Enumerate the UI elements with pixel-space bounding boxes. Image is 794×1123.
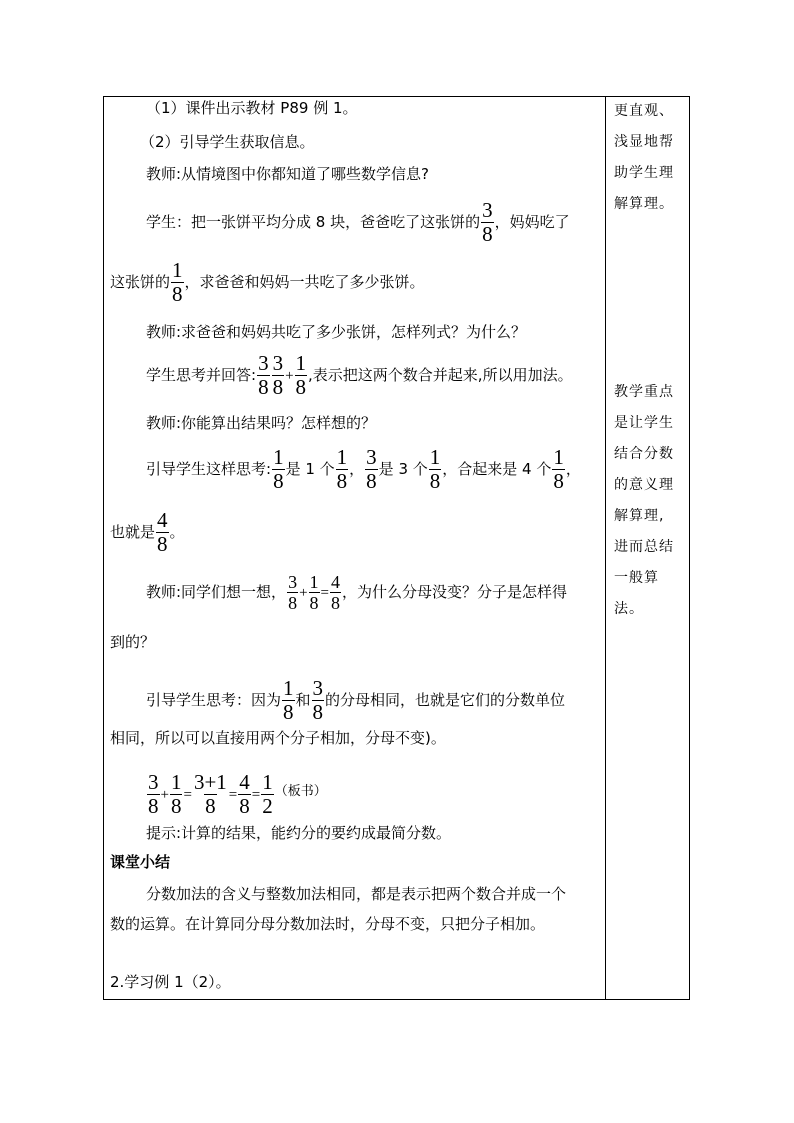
note-line: 更直观、 [614, 103, 674, 119]
numerator: 1 [309, 572, 319, 592]
denominator: 8 [205, 794, 216, 818]
denominator: 8 [288, 593, 298, 613]
text: 和 [295, 691, 311, 709]
text-line: 教师:从情境图中你都知道了哪些数学信息? [146, 165, 430, 183]
denominator: 8 [336, 469, 348, 493]
fraction [552, 447, 565, 492]
text-line: 到的？ [110, 633, 156, 651]
numerator: 1 [262, 770, 273, 794]
fraction [330, 573, 341, 612]
denominator: 8 [258, 375, 269, 399]
fraction [429, 447, 442, 492]
denominator: 8 [312, 700, 324, 724]
text: ，妈妈吃了 [494, 213, 570, 231]
text-line [110, 260, 425, 305]
note-line: 结合分数 [614, 446, 674, 462]
fraction [282, 678, 295, 723]
fraction [261, 772, 274, 817]
note-line: 是让学生 [614, 415, 674, 431]
text: 也就是 [110, 523, 156, 541]
numerator: 4 [239, 770, 250, 794]
text: 引导学生思考：因为 [146, 691, 282, 709]
plus-sign: + [285, 368, 294, 384]
text-line [146, 447, 581, 492]
fraction [287, 573, 298, 612]
text: 教师:同学们想一想， [146, 583, 287, 601]
plus-sign: + [160, 787, 169, 803]
denominator: 8 [482, 222, 493, 246]
fraction [238, 772, 251, 817]
side-note [614, 377, 684, 625]
numerator: 3+1 [193, 770, 227, 794]
note-line: 解算理, [614, 508, 665, 524]
text-line [146, 353, 573, 398]
text: 的分母相同，也就是它们的分数单位 [325, 691, 566, 709]
denominator: 8 [553, 469, 564, 493]
fraction [147, 772, 160, 817]
fraction [272, 353, 285, 398]
text-line: 提示:计算的结果，能约分的要约成最简分数。 [146, 824, 452, 842]
fraction [170, 772, 183, 817]
numerator: 4 [331, 572, 340, 592]
denominator: 8 [295, 375, 307, 399]
equals-sign: = [251, 787, 261, 803]
numerator: 3 [258, 351, 269, 375]
plus-sign: + [299, 585, 308, 601]
note-line: 解算理。 [614, 196, 674, 212]
denominator: 8 [272, 375, 284, 399]
numerator: 1 [283, 676, 294, 700]
fraction [481, 200, 494, 245]
text: 学生：把一张饼平均分成 8 块，爸爸吃了这张饼的 [146, 213, 481, 231]
fraction [156, 510, 169, 555]
fraction [309, 573, 320, 612]
text-line [146, 678, 565, 723]
numerator: 4 [157, 508, 168, 532]
section-heading: 课堂小结 [110, 853, 171, 871]
fraction [365, 447, 378, 492]
equals-sign: = [320, 585, 329, 601]
text: ，为什么分母没变？分子是怎样得 [342, 583, 568, 601]
fraction [312, 678, 325, 723]
numerator: 1 [273, 445, 284, 469]
fraction [171, 260, 184, 305]
text: ， [349, 460, 365, 478]
denominator: 8 [157, 532, 168, 556]
text-line: 相同，所以可以直接用两个分子相加，分母不变)。 [110, 729, 446, 747]
note-line: 一般算法。 [614, 570, 659, 617]
text-line: 教师:求爸爸和妈妈共吃了多少张饼，怎样列式？为什么？ [146, 323, 527, 341]
equals-sign: = [228, 787, 238, 803]
equals-sign: = [183, 787, 192, 803]
formula-line [146, 772, 327, 817]
denominator: 8 [239, 794, 250, 818]
numerator: 1 [295, 351, 307, 375]
numerator: 3 [312, 676, 324, 700]
numerator: 1 [429, 445, 441, 469]
fraction [272, 447, 285, 492]
note-line: 浅显地帮 [614, 134, 674, 150]
denominator: 8 [172, 282, 183, 306]
text-line [110, 510, 185, 555]
numerator: 3 [482, 198, 493, 222]
numerator: 1 [336, 445, 348, 469]
fraction [193, 772, 228, 817]
numerator: 1 [553, 445, 564, 469]
text-line [146, 573, 567, 612]
text: 是 3 个 [378, 460, 428, 478]
denominator: 8 [273, 469, 284, 493]
numerator: 1 [170, 770, 182, 794]
column-divider [605, 96, 606, 1000]
numerator: 3 [288, 572, 298, 592]
text: ，求爸爸和妈妈一共吃了多少张饼。 [184, 273, 425, 291]
denominator: 8 [366, 469, 377, 493]
note-line: 的意义理 [614, 477, 674, 493]
text-line: （2）引导学生获取信息。 [140, 133, 315, 151]
text-line: 分数加法的含义与整数加法相同，都是表示把两个数合并成一个 [146, 885, 567, 903]
denominator: 8 [309, 593, 319, 613]
text: 学生思考并回答: [146, 366, 257, 384]
denominator: 8 [429, 469, 441, 493]
text-line [146, 200, 570, 245]
numerator: 1 [172, 258, 183, 282]
text: ， [565, 460, 581, 478]
numerator: 3 [272, 351, 284, 375]
side-note [614, 96, 684, 220]
text: 引导学生这样思考: [146, 460, 272, 478]
text: ，合起来是 4 个 [442, 460, 552, 478]
denominator: 8 [283, 700, 294, 724]
text-line: 2.学习例 1（2）。 [110, 973, 231, 991]
numerator: 3 [366, 445, 377, 469]
text: ,表示把这两个数合并起来,所以用加法。 [308, 366, 573, 384]
note-line: 教学重点 [614, 384, 674, 400]
denominator: 8 [148, 794, 159, 818]
note-line: 助学生理 [614, 165, 674, 181]
text-line: 数的运算。在计算同分母分数加法时，分母不变，只把分子相加。 [110, 915, 546, 933]
blackboard-note: （板书） [274, 784, 327, 799]
text-line: 教师:你能算出结果吗？怎样想的？ [146, 414, 377, 432]
fraction [295, 353, 308, 398]
fraction [257, 353, 270, 398]
text: 是 1 个 [285, 460, 335, 478]
text: 这张饼的 [110, 273, 171, 291]
denominator: 2 [262, 794, 273, 818]
note-line: 进而总结 [614, 539, 674, 555]
text-line: （1）课件出示教材 P89 例 1。 [146, 99, 358, 117]
denominator: 8 [331, 593, 340, 613]
denominator: 8 [170, 794, 182, 818]
numerator: 3 [148, 770, 159, 794]
fraction [336, 447, 349, 492]
text: 。 [169, 523, 185, 541]
